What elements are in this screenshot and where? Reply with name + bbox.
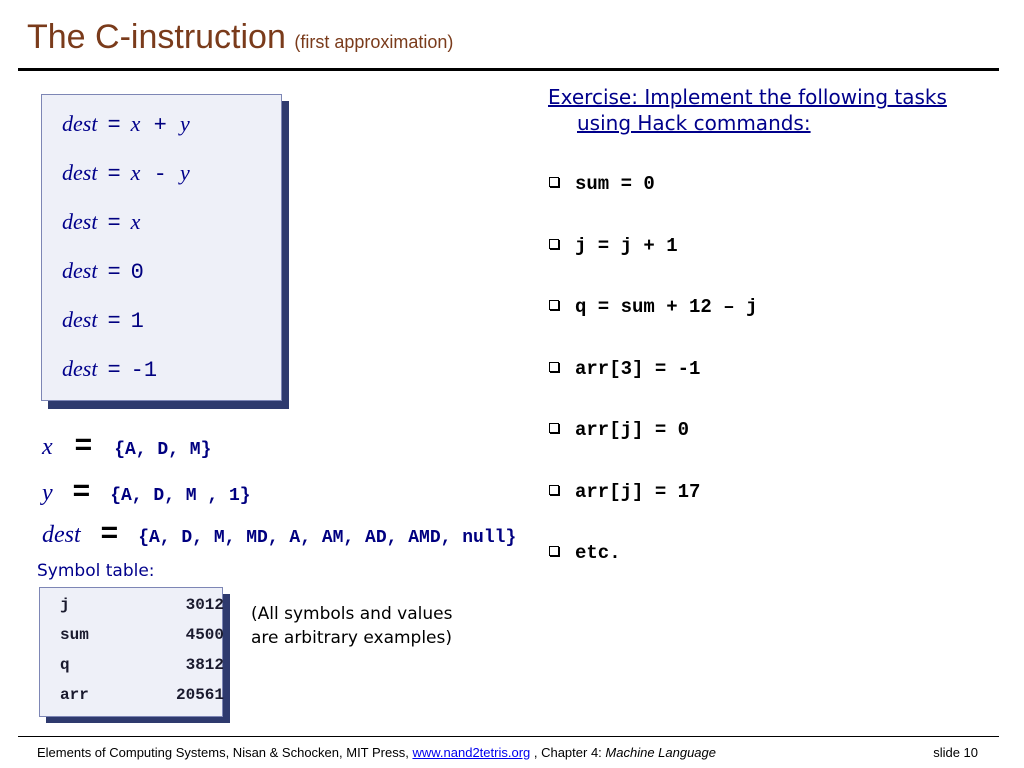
definition-row	[42, 428, 211, 462]
symbol-value: 20561	[175, 686, 224, 704]
definition-equals: =	[100, 516, 119, 549]
task-text: etc.	[575, 542, 621, 564]
dest-line	[62, 111, 190, 138]
definition-set: {A, D, M}	[114, 440, 212, 460]
slide-number: slide 10	[933, 745, 978, 760]
task-text: arr[3] = -1	[575, 357, 701, 380]
symbol-row	[60, 596, 224, 616]
dest-line	[62, 209, 140, 236]
symbol-row	[60, 656, 224, 676]
task-text: j = j + 1	[575, 234, 678, 257]
task-item	[549, 296, 757, 318]
definition-name: x	[42, 434, 53, 460]
dest-lhs: dest	[62, 258, 98, 283]
exercise-title-line-1: Exercise: Implement the following tasks	[548, 85, 947, 109]
task-text: arr[j] = 17	[575, 480, 701, 503]
definition-name: dest	[42, 522, 81, 548]
dest-rhs-part: x	[130, 160, 141, 185]
symbol-value: 3012	[185, 596, 224, 614]
dest-rhs-part: -	[140, 162, 181, 187]
definition-row	[42, 474, 251, 508]
dest-rhs-part: y	[180, 160, 190, 185]
task-item	[549, 419, 689, 441]
footer-prefix: Elements of Computing Systems, Nisan & Schocken, MIT Press,	[37, 745, 413, 760]
dest-equals: =	[107, 260, 121, 285]
dest-lhs: dest	[62, 356, 98, 381]
task-text: arr[j] = 0	[575, 419, 690, 441]
square-bullet-icon	[549, 423, 559, 433]
square-bullet-icon	[549, 177, 559, 187]
task-item	[549, 235, 678, 257]
dest-rhs-part: y	[180, 111, 190, 136]
dest-lhs: dest	[62, 307, 98, 332]
symbol-value: 4500	[185, 626, 224, 644]
task-text: sum = 0	[575, 173, 655, 195]
symbol-name: arr	[60, 686, 89, 704]
definition-set: {A, D, M , 1}	[110, 486, 251, 506]
bottom-divider	[18, 736, 999, 737]
symbol-name: q	[60, 656, 70, 674]
definition-name: y	[42, 480, 53, 506]
dest-equals: =	[107, 162, 121, 187]
title-subtitle: (first approximation)	[294, 32, 454, 52]
square-bullet-icon	[549, 485, 559, 495]
symbol-row	[60, 626, 224, 646]
definition-equals: =	[74, 428, 93, 461]
dest-equals: =	[107, 309, 121, 334]
symbol-name: sum	[60, 626, 89, 644]
note-line-1: (All symbols and values	[251, 604, 453, 624]
top-divider	[18, 68, 999, 71]
footer	[37, 745, 716, 760]
symbols-note	[251, 602, 452, 650]
dest-rhs-part: 1	[130, 309, 144, 334]
dest-line	[62, 160, 190, 187]
dest-rhs-part: 0	[130, 260, 144, 285]
note-line-2: are arbitrary examples)	[251, 628, 453, 648]
dest-line	[62, 356, 157, 383]
footer-chapter: Machine Language	[605, 745, 716, 760]
dest-box	[41, 94, 282, 401]
definition-row	[42, 516, 516, 550]
task-item	[549, 358, 700, 380]
footer-link[interactable]: www.nand2tetris.org	[412, 745, 531, 760]
dest-rhs-part: x	[130, 111, 141, 136]
task-item	[549, 542, 621, 564]
task-item	[549, 481, 700, 503]
square-bullet-icon	[549, 362, 559, 372]
definition-set: {A, D, M, MD, A, AM, AD, AMD, null}	[138, 528, 517, 548]
dest-equals: =	[107, 358, 121, 383]
definition-equals: =	[72, 474, 91, 507]
square-bullet-icon	[549, 546, 559, 556]
dest-lhs: dest	[62, 111, 98, 136]
symbol-table-label: Symbol table:	[37, 561, 155, 581]
symbol-table	[39, 587, 223, 717]
dest-line	[62, 258, 144, 285]
dest-line	[62, 307, 144, 334]
title-main: The C-instruction	[27, 18, 286, 56]
square-bullet-icon	[549, 300, 559, 310]
task-text: q = sum + 12 – j	[575, 296, 758, 318]
task-item	[549, 173, 655, 195]
symbol-value: 3812	[185, 656, 224, 674]
dest-rhs-part: +	[140, 113, 181, 138]
footer-middle: , Chapter 4:	[530, 745, 606, 760]
dest-lhs: dest	[62, 209, 98, 234]
dest-lhs: dest	[62, 160, 98, 185]
exercise-title	[548, 84, 988, 136]
symbol-row	[60, 686, 224, 706]
symbol-name: j	[60, 596, 70, 614]
dest-equals: =	[107, 113, 121, 138]
dest-rhs-part: x	[130, 209, 141, 234]
dest-rhs-part: -1	[130, 358, 158, 383]
exercise-title-line-2: using Hack commands:	[577, 111, 811, 135]
square-bullet-icon	[549, 239, 559, 249]
slide-title	[27, 18, 453, 57]
dest-equals: =	[107, 211, 121, 236]
